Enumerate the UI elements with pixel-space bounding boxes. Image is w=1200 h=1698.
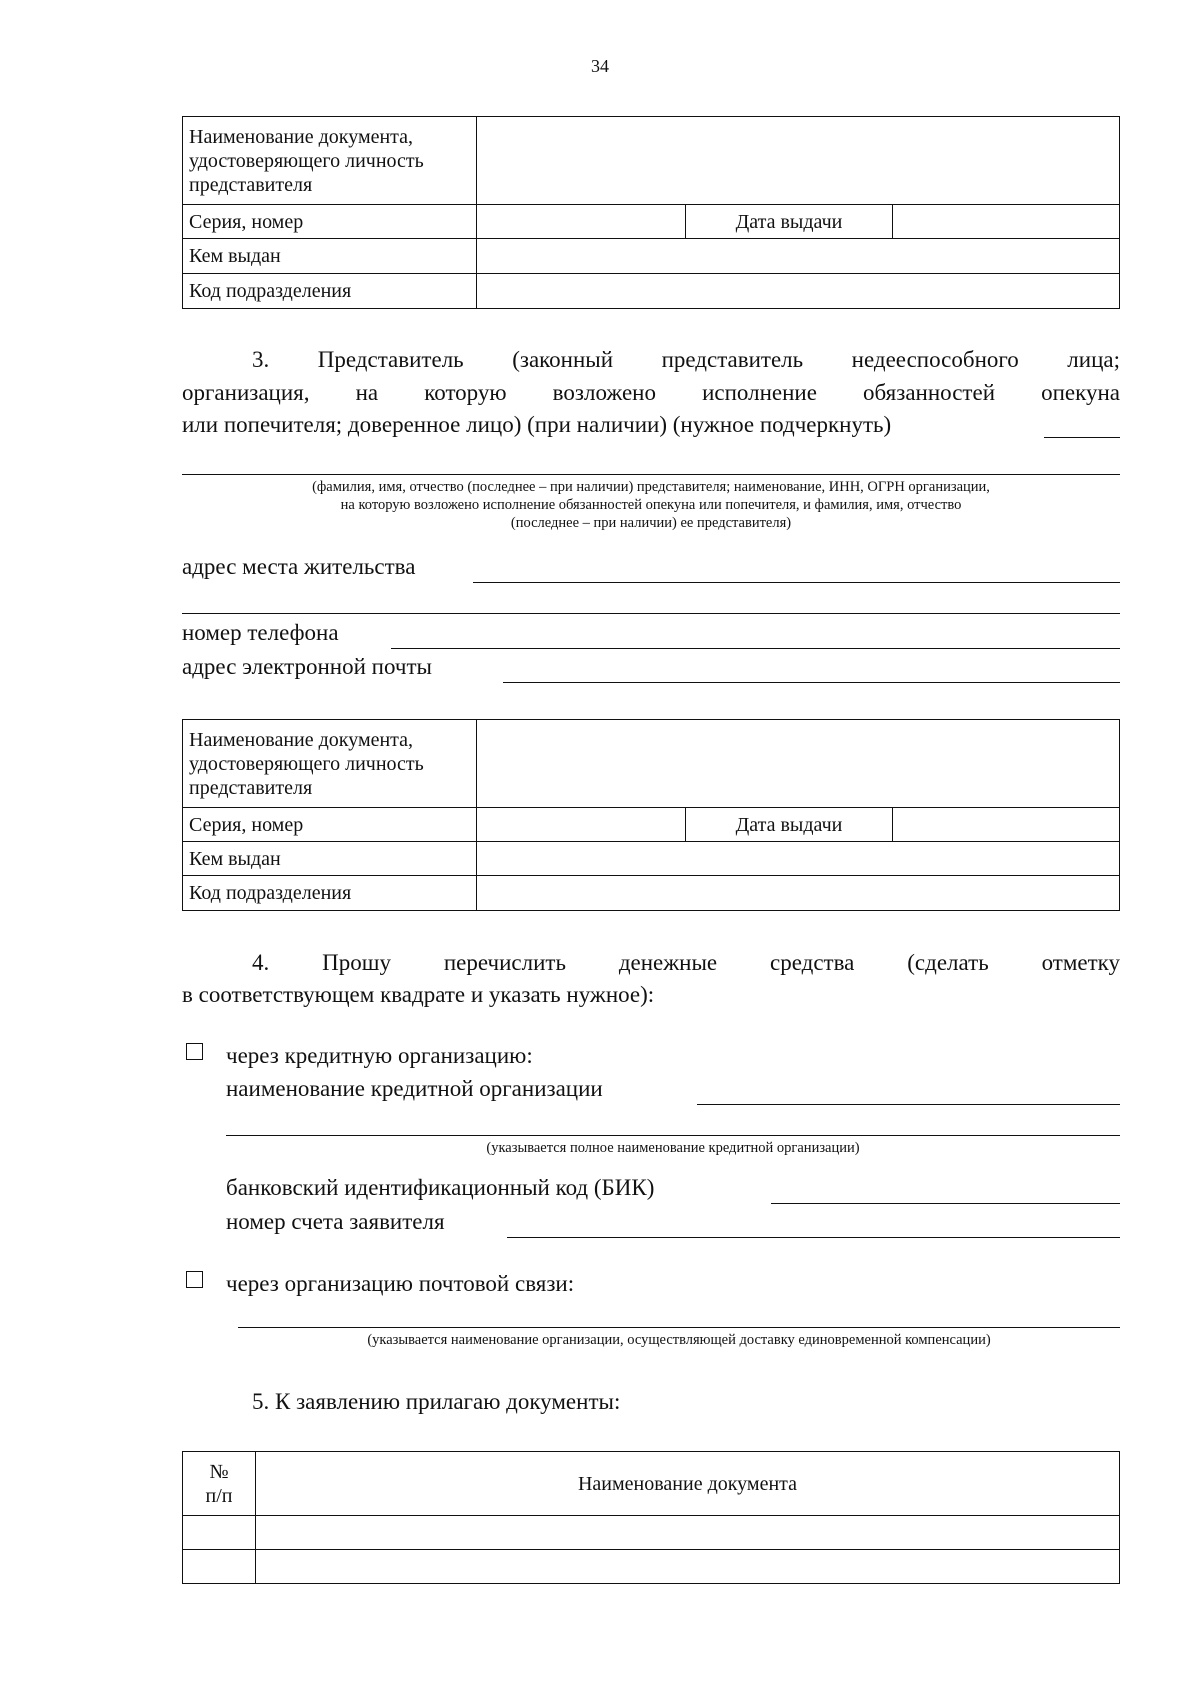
doc-name-field[interactable] bbox=[477, 720, 1120, 808]
account-field[interactable] bbox=[507, 1237, 1120, 1238]
row-document-cell[interactable] bbox=[256, 1516, 1120, 1550]
representative-name-field[interactable] bbox=[182, 474, 1120, 475]
bank-option-label: через кредитную организацию: bbox=[226, 1043, 533, 1068]
bik-field[interactable] bbox=[771, 1203, 1120, 1204]
representative-note-line2: на которую возложено исполнение обязанностей опекуна или попечителя, и фамилия, имя, отчество bbox=[340, 497, 962, 513]
phone-label: номер телефона bbox=[182, 620, 339, 645]
email-label: адрес электронной почты bbox=[182, 654, 432, 679]
col-number-header bbox=[183, 1452, 256, 1516]
address-field[interactable] bbox=[473, 582, 1120, 583]
section4-line2: в соответствующем квадрате и указать нужное): bbox=[182, 982, 655, 1007]
row-number-cell[interactable] bbox=[183, 1516, 256, 1550]
issue-date-field[interactable] bbox=[893, 808, 1120, 842]
section4-line1: 4. Прошу перечислить денежные средства (сделать отметку bbox=[252, 950, 1120, 975]
post-transfer-checkbox[interactable] bbox=[186, 1271, 203, 1288]
bank-name-note: (указывается полное наименование кредитной организации) bbox=[486, 1140, 860, 1156]
doc-name-label: Наименование документа, удостоверяющего личность представителя bbox=[183, 117, 477, 205]
col-number-symbol: № bbox=[209, 1460, 229, 1483]
post-option-label: через организацию почтовой связи: bbox=[226, 1271, 575, 1296]
division-code-label: Код подразделения bbox=[183, 876, 477, 911]
bank-name-label: наименование кредитной организации bbox=[226, 1076, 603, 1101]
issued-by-label: Кем выдан bbox=[183, 842, 477, 876]
phone-field[interactable] bbox=[391, 648, 1120, 649]
post-organization-field[interactable] bbox=[238, 1327, 1120, 1328]
issue-date-label: Дата выдачи bbox=[686, 808, 893, 842]
doc-name-label: Наименование документа, удостоверяющего личность представителя bbox=[183, 720, 477, 808]
bank-name-field-continued[interactable] bbox=[226, 1135, 1120, 1136]
issue-date-label: Дата выдачи bbox=[686, 205, 893, 239]
representative-note-line3: (последнее – при наличии) ее представителя) bbox=[510, 515, 792, 531]
representative-id-table-2 bbox=[182, 719, 1120, 911]
section5-title: 5. К заявлению прилагаю документы: bbox=[252, 1389, 621, 1414]
representative-type-underline[interactable] bbox=[1044, 437, 1120, 438]
series-number-label: Серия, номер bbox=[183, 808, 477, 842]
post-organization-note: (указывается наименование организации, осуществляющей доставку единовременной компенсации) bbox=[367, 1332, 991, 1348]
division-code-field[interactable] bbox=[477, 274, 1120, 309]
doc-name-field[interactable] bbox=[477, 117, 1120, 205]
row-number-cell[interactable] bbox=[183, 1550, 256, 1584]
bank-transfer-checkbox[interactable] bbox=[186, 1043, 203, 1060]
account-label: номер счета заявителя bbox=[226, 1209, 445, 1234]
series-number-field[interactable] bbox=[477, 205, 686, 239]
division-code-label: Код подразделения bbox=[183, 274, 477, 309]
table-row bbox=[183, 1516, 1120, 1550]
table-row bbox=[183, 1550, 1120, 1584]
section3-line3: или попечителя; доверенное лицо) (при наличии) (нужное подчеркнуть) bbox=[182, 412, 892, 437]
bank-name-field[interactable] bbox=[697, 1104, 1120, 1105]
representative-id-table-1 bbox=[182, 116, 1120, 309]
page-number: 34 bbox=[591, 56, 609, 76]
division-code-field[interactable] bbox=[477, 876, 1120, 911]
bik-label: банковский идентификационный код (БИК) bbox=[226, 1175, 655, 1200]
series-number-label: Серия, номер bbox=[183, 205, 477, 239]
issued-by-label: Кем выдан bbox=[183, 239, 477, 274]
email-field[interactable] bbox=[503, 682, 1120, 683]
issued-by-field[interactable] bbox=[477, 842, 1120, 876]
address-label: адрес места жительства bbox=[182, 554, 416, 579]
section3-line2: организация, на которую возложено исполнение обязанностей опекуна bbox=[182, 380, 1120, 405]
series-number-field[interactable] bbox=[477, 808, 686, 842]
representative-note-line1: (фамилия, имя, отчество (последнее – при наличии) представителя; наименование, ИНН, ОГРН организации, bbox=[312, 479, 990, 495]
row-document-cell[interactable] bbox=[256, 1550, 1120, 1584]
col-number-abbr: п/п bbox=[205, 1484, 233, 1507]
section3-line1: 3. Представитель (законный представитель недееспособного лица; bbox=[252, 347, 1120, 372]
col-document-header: Наименование документа bbox=[256, 1452, 1120, 1516]
issued-by-field[interactable] bbox=[477, 239, 1120, 274]
address-field-continued[interactable] bbox=[182, 613, 1120, 614]
attached-documents-table bbox=[182, 1451, 1120, 1584]
issue-date-field[interactable] bbox=[893, 205, 1120, 239]
